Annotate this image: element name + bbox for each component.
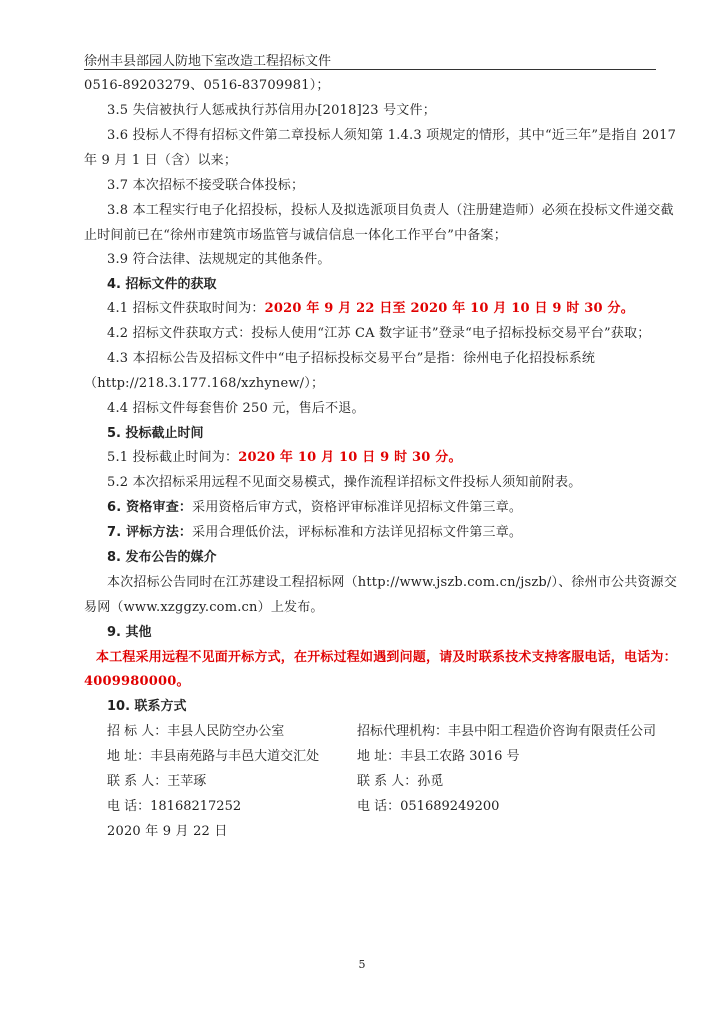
- text-line: 4.2 招标文件获取方式：投标人使用“江苏 CA 数字证书”登录“电子招标投标交易平台”获取；: [107, 326, 651, 341]
- section-heading: 10. 联系方式: [107, 699, 187, 714]
- text-line: 3.6 投标人不得有招标文件第二章投标人须知第 1.4.3 项规定的情形，其中“近三年”是指自 2017: [107, 128, 677, 143]
- text-line: 3.7 本次招标不接受联合体投标；: [107, 178, 305, 193]
- page-number: 5: [358, 958, 366, 971]
- section-heading: 5. 投标截止时间: [107, 426, 204, 441]
- text-line: 3.9 符合法律、法规规定的其他条件。: [107, 252, 331, 267]
- contact-value: 丰县人民防空办公室: [167, 724, 285, 739]
- contact-row: [357, 795, 499, 814]
- text-segment: 4.1 招标文件获取时间为：: [107, 301, 265, 316]
- contact-label: 联 系 人：: [357, 774, 418, 789]
- contact-value: 孙觅: [417, 774, 444, 789]
- notice-line: 本工程采用远程不见面开标方式，在开标过程如遇到问题，请及时联系技术支持客服电话，电话为：: [96, 650, 677, 665]
- contact-value: 18168217252: [150, 799, 242, 814]
- text-line: 易网（www.xzggzy.com.cn）上发布。: [84, 600, 324, 615]
- text-line: [107, 521, 656, 540]
- section-heading: 8. 发布公告的媒介: [107, 550, 217, 565]
- text-line: 5.2 本次招标采用远程不见面交易模式，操作流程详招标文件投标人须知前附表。: [107, 475, 582, 490]
- section-heading: 9. 其他: [107, 625, 152, 640]
- document-date: 2020 年 9 月 22 日: [107, 824, 228, 839]
- text-line: 本次招标公告同时在江苏建设工程招标网（http://www.jszb.com.cn/jszb/）、徐州市公共资源交: [107, 575, 678, 590]
- contact-value: 051689249200: [400, 799, 500, 814]
- highlight-date: 2020 年 9 月 22 日至 2020 年 10 月 10 日 9 时 30 分。: [264, 301, 634, 316]
- contact-row: [107, 770, 206, 789]
- contact-label: 地 址：: [107, 749, 151, 764]
- text-line: （http://218.3.177.168/xzhynew/）；: [84, 376, 325, 391]
- contact-row: [357, 770, 443, 789]
- text-segment: 采用合理低价法，评标标准和方法详见招标文件第三章。: [192, 525, 523, 540]
- contact-value: 王苹琢: [167, 774, 207, 789]
- contact-label: 电 话：: [357, 799, 401, 814]
- notice-line: 4009980000。: [84, 674, 190, 689]
- section-heading: 6. 资格审查：: [107, 500, 193, 515]
- section-heading: 7. 评标方法：: [107, 525, 193, 540]
- contact-label: 电 话：: [107, 799, 151, 814]
- contact-row: [357, 720, 656, 739]
- section-heading: 4. 招标文件的获取: [107, 277, 217, 292]
- text-segment: 采用资格后审方式，资格评审标准详见招标文件第三章。: [192, 500, 523, 515]
- contact-row: [107, 720, 284, 739]
- contact-row: [107, 795, 241, 814]
- contact-row: [107, 745, 319, 764]
- text-line: [107, 297, 656, 316]
- contact-label: 联 系 人：: [107, 774, 168, 789]
- text-line: 年 9 月 1 日（含）以来；: [84, 153, 238, 168]
- contact-label: 招标代理机构：: [357, 724, 449, 739]
- contact-value: 丰县中阳工程造价咨询有限责任公司: [448, 724, 657, 739]
- text-line: [107, 446, 656, 465]
- contact-label: 招 标 人：: [107, 724, 168, 739]
- contact-value: 丰县南苑路与丰邑大道交汇处: [150, 749, 320, 764]
- text-line: 4.4 招标文件每套售价 250 元，售后不退。: [107, 401, 365, 416]
- contact-label: 地 址：: [357, 749, 401, 764]
- header-divider: [84, 69, 656, 70]
- contact-value: 丰县工农路 3016 号: [400, 749, 520, 764]
- text-segment: 5.1 投标截止时间为：: [107, 450, 239, 465]
- contact-row: [357, 745, 520, 764]
- text-line: 3.8 本工程实行电子化招投标，投标人及拟选派项目负责人（注册建造师）必须在投标文件递交截: [107, 203, 674, 218]
- text-line: 3.5 失信被执行人惩戒执行苏信用办[2018]23 号文件；: [107, 103, 436, 118]
- text-line: 止时间前已在“徐州市建筑市场监管与诚信信息一体化工作平台”中备案；: [84, 228, 507, 243]
- text-line: [107, 496, 656, 515]
- text-line: 4.3 本招标公告及招标文件中“电子招标投标交易平台”是指：徐州电子化招投标系统: [107, 351, 596, 366]
- page-header: 徐州丰县部园人防地下室改造工程招标文件: [84, 54, 332, 69]
- text-line: 0516-89203279、0516-83709981）；: [84, 78, 330, 93]
- highlight-date: 2020 年 10 月 10 日 9 时 30 分。: [238, 450, 462, 465]
